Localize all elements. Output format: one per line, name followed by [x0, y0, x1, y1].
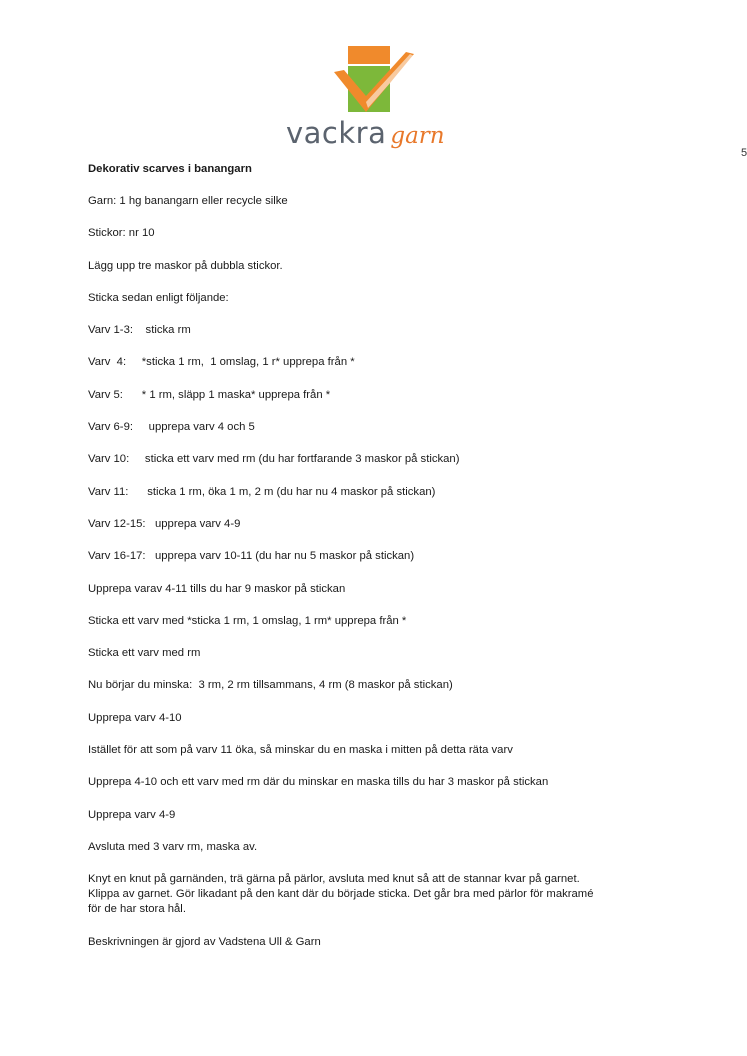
paragraph: Upprepa 4-10 och ett varv med rm där du minskar en maska tills du har 3 maskor på stickan: [88, 776, 549, 789]
closing-paragraph: [88, 872, 688, 917]
closing-line-1: Knyt en knut på garnänden, trä gärna på pärlor, avsluta med knut så att de stannar kvar på garnet.: [88, 873, 580, 886]
closing-line-3: för de har stora hål.: [88, 903, 186, 916]
paragraph: Upprepa varv 4-10: [88, 711, 182, 724]
paragraph: Varv 12-15: upprepa varv 4-9: [88, 517, 241, 530]
logo-word-accent: garn: [390, 123, 445, 149]
credit-line: Beskrivningen är gjord av Vadstena Ull & Garn: [88, 935, 321, 948]
paragraph: Varv 5: * 1 rm, släpp 1 maska* upprepa från *: [88, 388, 331, 401]
paragraph: Varv 10: sticka ett varv med rm (du har fortfarande 3 maskor på stickan): [88, 453, 460, 466]
paragraph: Upprepa varv 4-9: [88, 808, 176, 821]
logo-orange-block: [348, 46, 390, 64]
paragraph: Sticka ett varv med *sticka 1 rm, 1 omslag, 1 rm* upprepa från *: [88, 614, 407, 627]
paragraph: Avsluta med 3 varv rm, maska av.: [88, 840, 258, 853]
paragraph: Nu börjar du minska: 3 rm, 2 rm tillsammans, 4 rm (8 maskor på stickan): [88, 679, 453, 692]
document-title: Dekorativ scarves i banangarn: [88, 163, 252, 175]
paragraph: Upprepa varav 4-11 tills du har 9 maskor på stickan: [88, 582, 346, 595]
paragraph: Garn: 1 hg banangarn eller recycle silke: [88, 195, 288, 207]
paragraph: Sticka sedan enligt följande:: [88, 291, 229, 304]
paragraph: Varv 11: sticka 1 rm, öka 1 m, 2 m (du har nu 4 maskor på stickan): [88, 485, 436, 498]
paragraph: Istället för att som på varv 11 öka, så minskar du en maska i mitten på detta räta varv: [88, 744, 513, 757]
paragraph: Lägg upp tre maskor på dubbla stickor.: [88, 259, 283, 272]
document-body: [88, 162, 688, 950]
logo-wordmark: [286, 116, 445, 150]
brand-logo: [282, 46, 472, 156]
closing-line-2: Klippa av garnet. Gör likadant på den kant där du började sticka. Det går bra med pärlor för makramé: [88, 888, 594, 901]
paragraph: Varv 6-9: upprepa varv 4 och 5: [88, 421, 255, 434]
paragraph: Varv 1-3: sticka rm: [88, 324, 191, 337]
paragraph: Varv 16-17: upprepa varv 10-11 (du har nu 5 maskor på stickan): [88, 550, 415, 563]
paragraph: Sticka ett varv med rm: [88, 647, 201, 660]
paragraph: Stickor: nr 10: [88, 227, 155, 240]
paragraph: Varv 4: *sticka 1 rm, 1 omslag, 1 r* upprepa från *: [88, 356, 355, 369]
logo-word-main: vackra: [286, 116, 387, 150]
checkmark-logo-icon: [282, 46, 472, 116]
page-marker: 5: [741, 147, 747, 159]
